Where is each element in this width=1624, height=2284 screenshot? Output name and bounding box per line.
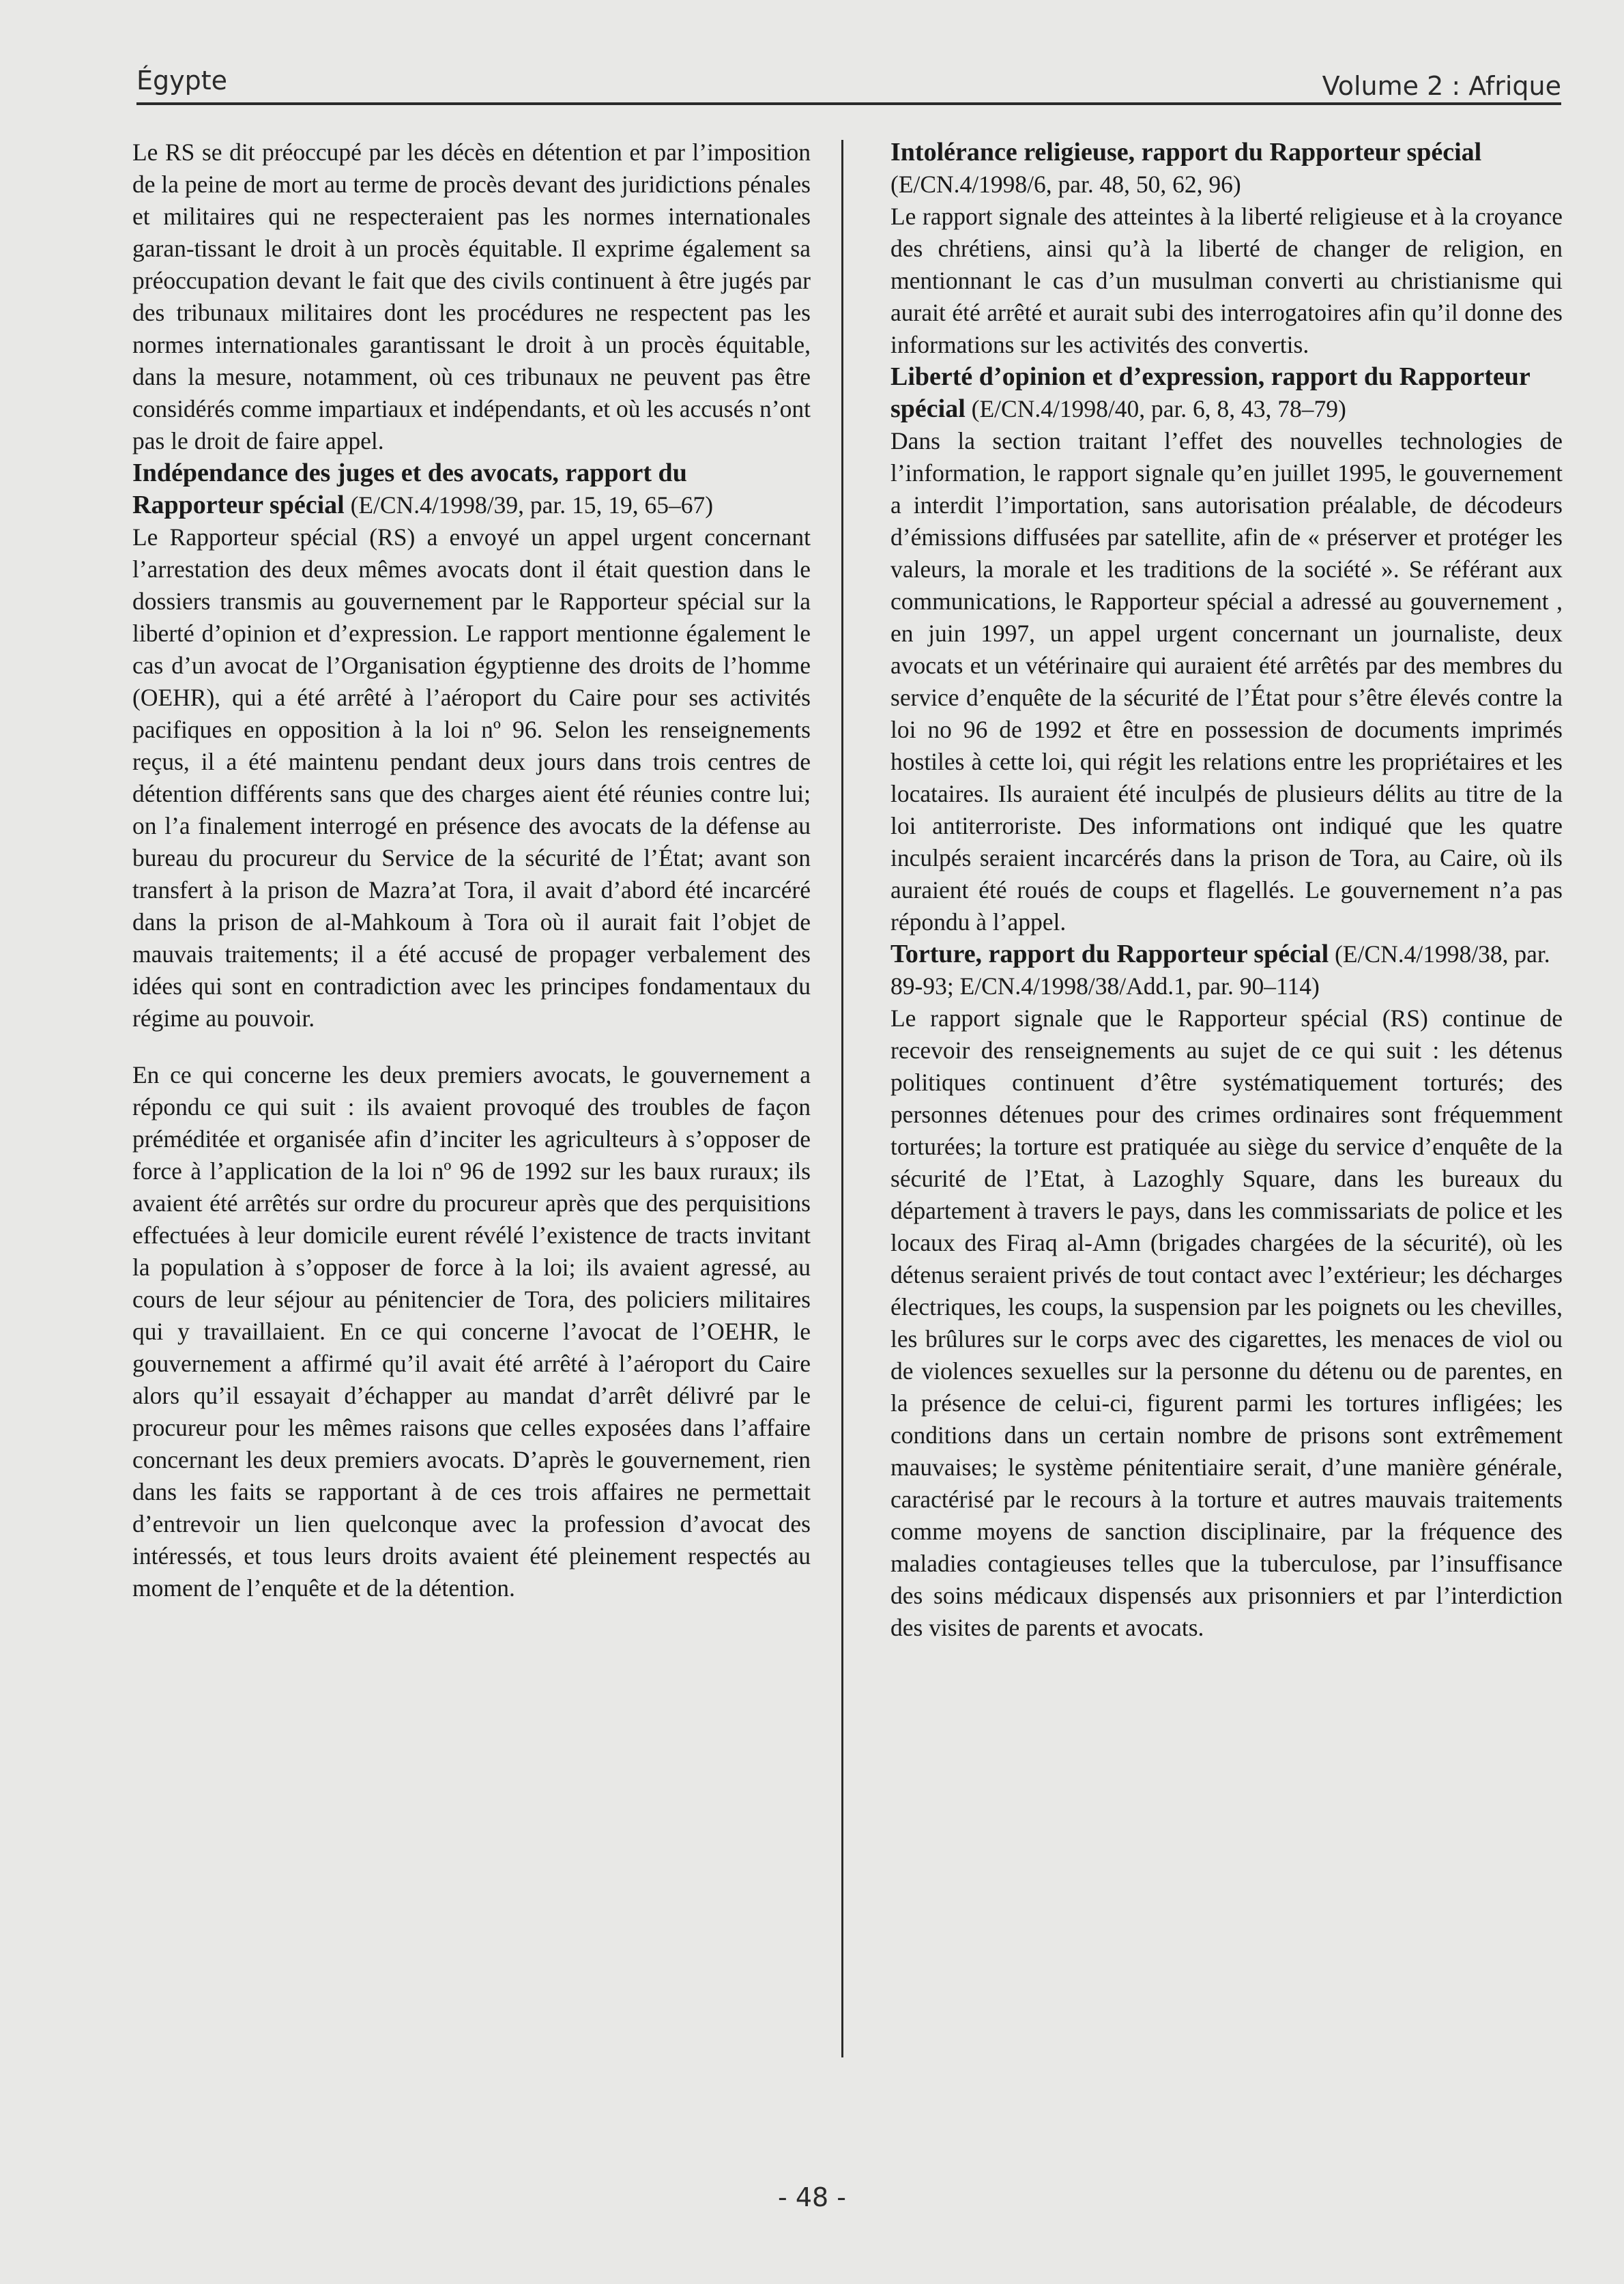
- header-volume: Volume 2 : Afrique: [1322, 71, 1561, 101]
- section-heading-opinion: [890, 361, 1563, 425]
- section-reference: (E/CN.4/1998/38, par. 89-93; E/CN.4/1998/38/Add.1, par. 90–114): [890, 940, 1550, 1000]
- section-reference: (E/CN.4/1998/6, par. 48, 50, 62, 96): [890, 171, 1241, 198]
- section-reference: (E/CN.4/1998/40, par. 6, 8, 43, 78–79): [971, 395, 1346, 422]
- header-country: Égypte: [136, 66, 228, 96]
- intro-paragraph: Le RS se dit préoccupé par les décès en détention et par l’imposition de la peine de mort au terme de procès devant des juridictions pénales et militaires qui ne respecteraient pas les normes internationales garan-tissant le droit à un procès équitable. Il exprime également sa préoccupation devant le fait que des civils continuent à être jugés par des tribunaux militaires dont les procédures ne respectent pas les normes internationales garantissant le droit à un procès équitable, dans la mesure, notamment, où ces tribunaux ne peuvent pas être considérés comme impartiaux et indépendants, et où les accusés n’ont pas le droit de faire appel.: [132, 139, 811, 454]
- section-title: Indépendance des juges et des avocats, rapport du Rapporteur spécial: [132, 459, 687, 519]
- left-column: [132, 136, 811, 1604]
- page-header: [136, 49, 1561, 105]
- right-column: [890, 136, 1563, 1644]
- section-heading-torture: [890, 938, 1563, 1002]
- body-paragraph: En ce qui concerne les deux premiers avocats, le gouvernement a répondu ce qui suit : ils avaient provoqué des troubles de façon préméditée et organisée afin d’inciter les agriculteurs à s’opposer de force à l’application de la loi nº 96 de 1992 sur les baux ruraux; ils avaient été arrêtés sur ordre du procureur après que des perquisitions effectuées à leur domicile eurent révélé l’existence de tracts invitant la population à s’opposer de force à la loi; ils avaient agressé, au cours de leur séjour au pénitencier de Tora, des policiers militaires qui y travaillaient. En ce qui concerne l’avocat de l’OEHR, le gouvernement a affirmé qu’il avait été arrêté à l’aéroport du Caire alors qu’il essayait d’échapper au mandat d’arrêt délivré par le procureur pour les mêmes raisons que celles exposées dans l’affaire concernant les deux premiers avocats. D’après le gouvernement, rien dans les faits se rapportant à de ces trois affaires ne permettait d’entrevoir un lien quelconque avec la profession d’avocat des intéressés, et tous leurs droits avaient été pleinement respectés au moment de l’enquête et de la détention.: [132, 1061, 811, 1602]
- section-title: Liberté d’opinion et d’expression, rapport du Rapporteur spécial: [890, 362, 1531, 423]
- section-reference: (E/CN.4/1998/39, par. 15, 19, 65–67): [350, 491, 714, 519]
- section-heading-religion: [890, 136, 1563, 201]
- column-divider: [841, 140, 843, 2057]
- body-paragraph: Dans la section traitant l’effet des nouvelles technologies de l’information, le rapport signale qu’en juillet 1995, le gouvernement a interdit l’importation, sans autorisation préalable, de décodeurs d’émissions diffusées par satellite, afin de « préserver et protéger les valeurs, la morale et les traditions de la société ». Se référant aux communications, le Rapporteur spécial a adressé au gouvernement , en juin 1997, un appel urgent concernant un journaliste, deux avocats et un vétérinaire qui auraient été arrêtés par des membres du service d’enquête de la sécurité de l’État pour s’être élevés contre la loi no 96 de 1992 et être en possession de documents imprimés hostiles à cette loi, qui régit les relations entre les propriétaires et les locataires. Ils auraient été inculpés de plusieurs délits au titre de la loi antiterroriste. Des informations ont indiqué que les quatre inculpés seraient incarcérés dans la prison de Tora, au Caire, où ils auraient été roués de coups et flagellés. Le gouvernement n’a pas répondu à l’appel.: [890, 427, 1563, 936]
- section-heading-judges: [132, 457, 811, 521]
- section-title: Intolérance religieuse, rapport du Rapporteur spécial: [890, 138, 1482, 167]
- section-title: Torture, rapport du Rapporteur spécial: [890, 940, 1329, 968]
- page-number: - 48 -: [778, 2182, 846, 2212]
- body-paragraph: Le rapport signale que le Rapporteur spécial (RS) continue de recevoir des renseignements au sujet de ce qui suit : les détenus politiques continuent d’être systématiquement torturés; des personnes détenues pour des crimes ordinaires sont fréquemment torturées; la torture est pratiquée au siège du service d’enquête de la sécurité de l’Etat, à Lazoghly Square, dans les bureaux du département à travers le pays, dans les commissariats de police et les locaux des Firaq al-Amn (brigades chargées de la sécurité), où les détenus seraient privés de tout contact avec l’extérieur; les décharges électriques, les coups, la suspension par les poignets ou les chevilles, les brûlures sur le corps avec des cigarettes, les menaces de viol ou de violences sexuelles sur la personne du détenu ou de parentes, en la présence de celui-ci, figurent parmi les tortures infligées; les conditions dans un certain nombre de prisons sont extrêmement mauvaises; le système pénitentiaire serait, d’une manière générale, caractérisé par le recours à la torture et autres mauvais traitements comme moyens de sanction disciplinaire, par la fréquence des maladies contagieuses telles que la tuberculose, par l’insuffisance des soins médicaux dispensés aux prisonniers et par l’interdiction des visites de parents et avocats.: [890, 1004, 1563, 1641]
- body-paragraph: Le rapport signale des atteintes à la liberté religieuse et à la croyance des chrétiens, ainsi qu’à la liberté de changer de religion, en mentionnant le cas d’un musulman converti au christianisme qui aurait été arrêté et aurait subi des interrogatoires afin qu’il donne des informations sur les activités des convertis.: [890, 203, 1563, 358]
- body-paragraph: Le Rapporteur spécial (RS) a envoyé un appel urgent concernant l’arrestation des deux mêmes avocats dont il était question dans le dossiers transmis au gouvernement par le Rapporteur spécial sur la liberté d’opinion et d’expression. Le rapport mentionne également le cas d’un avocat de l’Organisation égyptienne des droits de l’homme (OEHR), qui a été arrêté à l’aéroport du Caire pour ses activités pacifiques en opposition à la loi nº 96. Selon les renseignements reçus, il a été maintenu pendant deux jours dans trois centres de détention différents sans que des charges aient été réunies contre lui; on l’a finalement interrogé en présence des avocats de la défense au bureau du procureur du Service de la sécurité de l’État; avant son transfert à la prison de Mazra’at Tora, il avait d’abord été incarcéré dans la prison de al-Mahkoum à Tora où il aurait fait l’objet de mauvais traitements; il a été accusé de propager verbalement des idées qui sont en contradiction avec les principes fondamentaux du régime au pouvoir.: [132, 523, 811, 1032]
